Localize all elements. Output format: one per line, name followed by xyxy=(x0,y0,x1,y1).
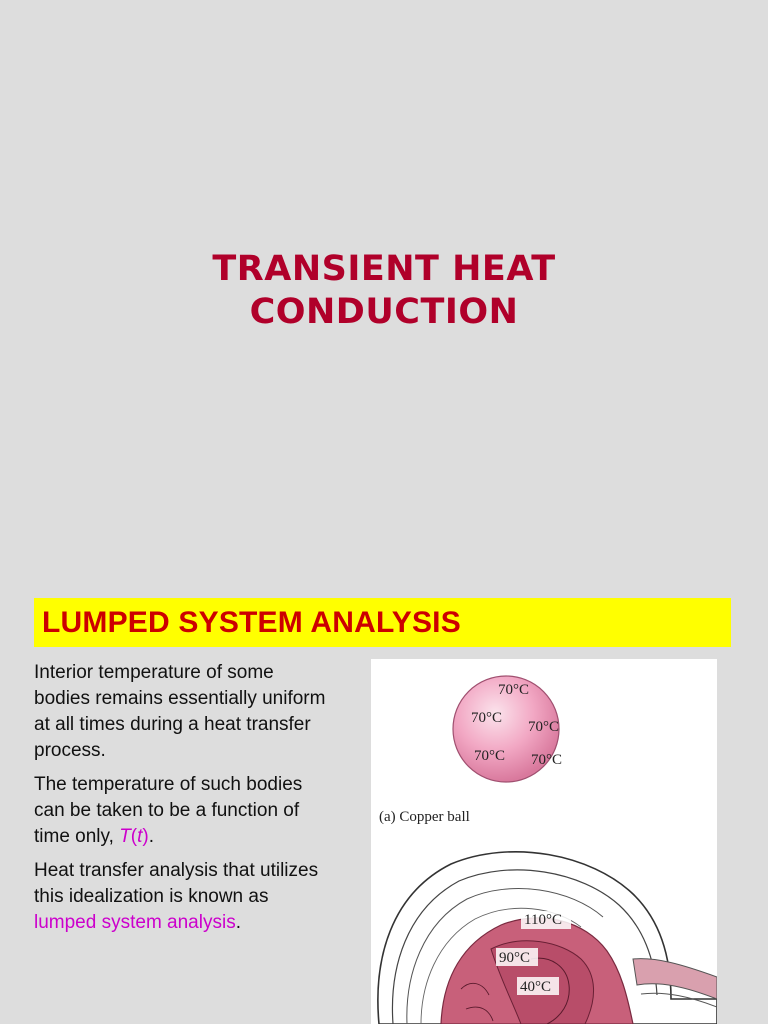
roast-label-2: 90°C xyxy=(499,950,531,966)
heading-text: LUMPED SYSTEM ANALYSIS xyxy=(42,606,461,639)
figure-illustration xyxy=(371,659,717,1024)
paragraph-2 xyxy=(34,772,334,850)
ball-label-4: 70°C xyxy=(474,748,506,764)
roast-label-3: 40°C xyxy=(520,979,552,995)
title-line-1: TRANSIENT HEAT xyxy=(212,249,556,289)
ball-label-5: 70°C xyxy=(531,752,563,768)
period: . xyxy=(235,912,241,933)
lumped-system-analysis-term: lumped system analysis xyxy=(34,912,236,933)
roast-beef xyxy=(378,852,717,1024)
paragraph-1: Interior temperature of some bodies remains essentially uniform at all times during a heat transfer process. xyxy=(34,662,326,761)
paragraph-2-text: The temperature of such bodies can be taken to be a function of time only, xyxy=(34,774,303,847)
paragraph-3-text: Heat transfer analysis that utilizes this idealization is known as xyxy=(34,860,319,907)
title-line-2: CONDUCTION xyxy=(249,292,519,332)
period: . xyxy=(148,826,155,847)
figure xyxy=(371,659,717,1024)
roast-label-1: 110°C xyxy=(524,912,562,928)
paren-open: ( xyxy=(130,826,138,847)
slide-title xyxy=(0,248,768,334)
paren-close: ) xyxy=(142,826,149,847)
ball-label-2: 70°C xyxy=(471,710,503,726)
ball-label-3: 70°C xyxy=(528,719,560,735)
heading-banner xyxy=(34,598,731,647)
paragraph-3 xyxy=(34,858,334,936)
body-text xyxy=(34,660,334,944)
function-T: T xyxy=(119,826,131,847)
function-t: t xyxy=(137,826,143,847)
ball-label-1: 70°C xyxy=(498,682,530,698)
figure-caption: (a) Copper ball xyxy=(379,809,470,825)
